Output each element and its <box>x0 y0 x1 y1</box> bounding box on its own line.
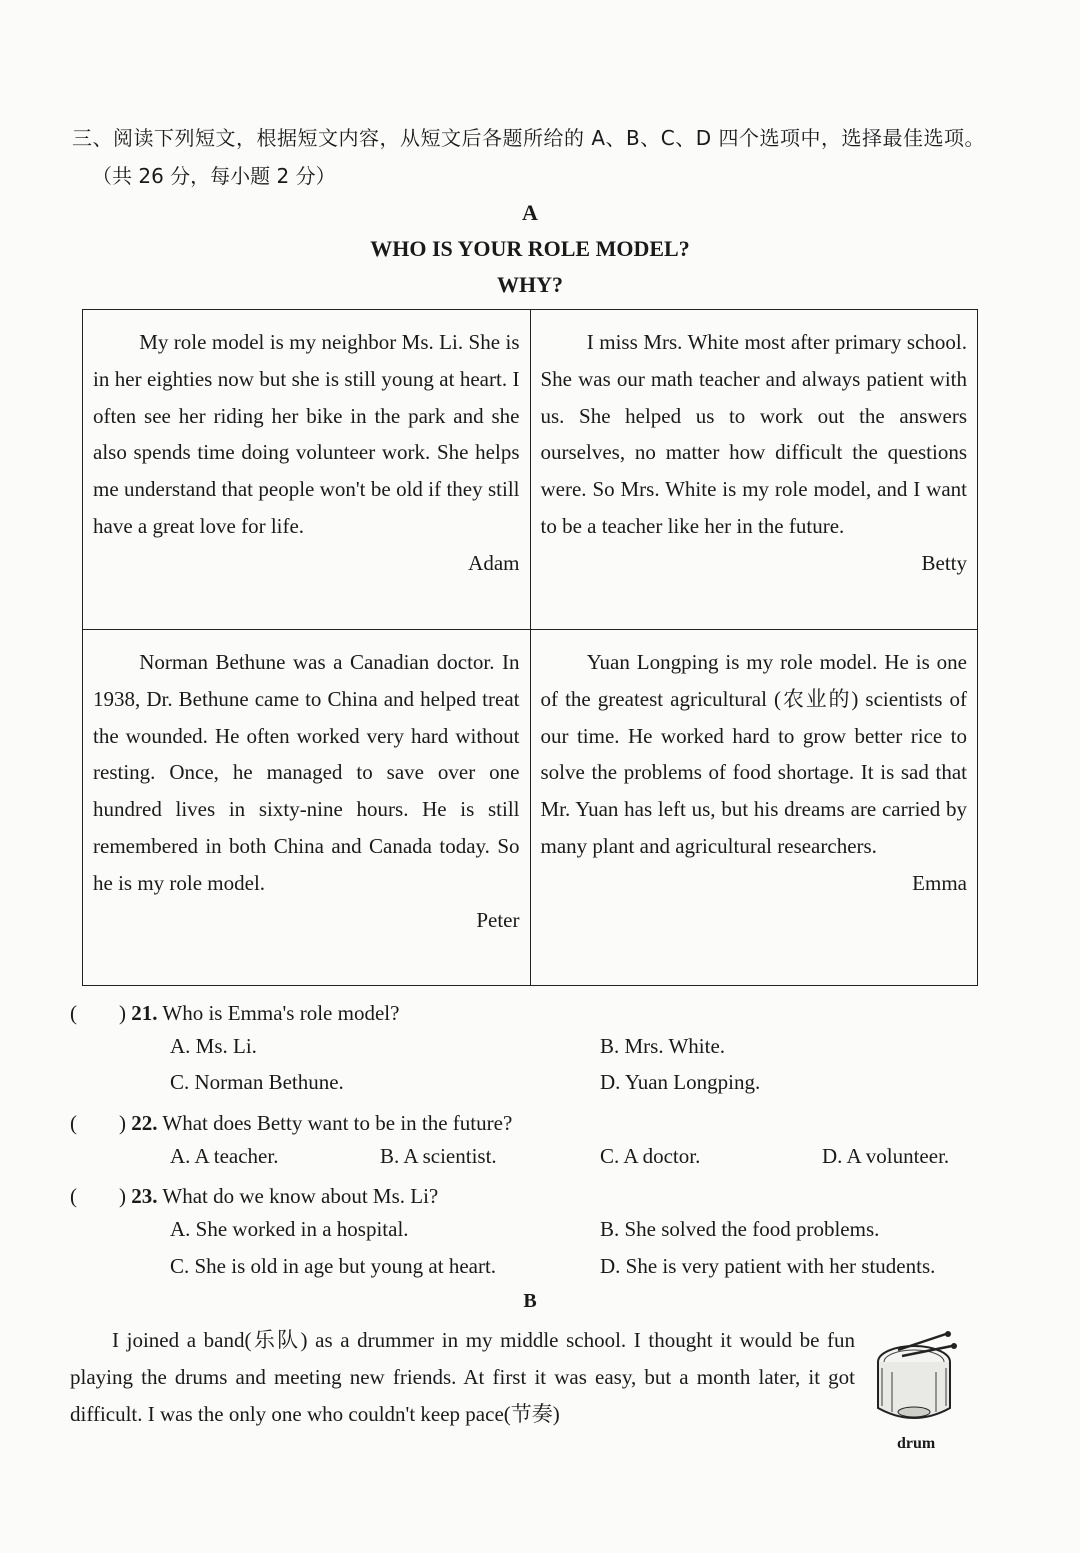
drum-icon <box>868 1328 960 1428</box>
question-text: Who is Emma's role model? <box>162 1001 400 1025</box>
role-cell-peter <box>83 630 531 986</box>
question-number: 23. <box>131 1184 158 1208</box>
passage-b-paragraph: I joined a band(乐队) as a drummer in my middle school. I thought it would be fun playing the drums and meeting new friends. At first it was easy, but a month later, it got difficult. I was the only one who couldn't keep pace(节奏) <box>70 1328 855 1426</box>
role-cell-emma <box>530 630 978 986</box>
option-21-c[interactable]: C. Norman Bethune. <box>170 1070 344 1094</box>
passage-a-title: WHO IS YOUR ROLE MODEL? <box>370 236 690 261</box>
passage-a-label: A <box>522 200 538 225</box>
role-cell-text: I miss Mrs. White most after primary school. She was our math teacher and always patient with us. She helped us to work out the answers ourselves, no matter how difficult the questions were. So Mrs. White is my role model, and I want to be a teacher like her in the future. <box>540 330 967 538</box>
option-21-b[interactable]: B. Mrs. White. <box>600 1034 726 1058</box>
option-21-a[interactable]: A. Ms. Li. <box>170 1034 257 1058</box>
question-text: What do we know about Ms. Li? <box>162 1184 439 1208</box>
role-cell-author: Peter <box>476 907 520 932</box>
role-cell-betty <box>530 310 978 630</box>
option-22-d[interactable]: D. A volunteer. <box>822 1144 950 1168</box>
role-cell-text: My role model is my neighbor Ms. Li. She is in her eighties now but she is still young at heart. I often see her riding her bike in the park and she also spends time doing volunteer work. She helps me understand that people won't be old if they still have a great love for life. <box>93 330 520 538</box>
passage-b-label: B <box>523 1290 537 1312</box>
question-text: What does Betty want to be in the future? <box>162 1111 513 1135</box>
passage-a-subtitle: WHY? <box>497 272 563 297</box>
role-cell-text: Yuan Longping is my role model. He is one of the greatest agricultural (农业的) scientists of our time. He worked hard to grow better rice to solve the problems of food shortage. It is sad that Mr. Yuan has left us, but his dreams are carried by many plant and agricultural researchers. <box>540 650 967 858</box>
question-number: 21. <box>131 1001 158 1025</box>
option-23-c[interactable]: C. She is old in age but young at heart. <box>170 1254 497 1278</box>
role-cell-author: Adam <box>468 550 520 575</box>
question-number: 22. <box>131 1111 158 1135</box>
role-cell-author: Emma <box>912 870 967 895</box>
section-instruction: 三、阅读下列短文，根据短文内容，从短文后各题所给的 A、B、C、D 四个选项中，选择最佳选项。 <box>72 126 985 150</box>
section-score-note: （共 26 分，每小题 2 分） <box>92 164 336 188</box>
answer-blank[interactable]: ( ) <box>70 1184 126 1208</box>
answer-blank[interactable]: ( ) <box>70 1111 126 1135</box>
question-23 <box>70 1180 438 1210</box>
question-21 <box>70 997 399 1027</box>
option-22-c[interactable]: C. A doctor. <box>600 1144 701 1168</box>
role-cell-author: Betty <box>921 550 967 575</box>
option-21-d[interactable]: D. Yuan Longping. <box>600 1070 761 1094</box>
drum-caption: drum <box>897 1435 936 1452</box>
option-22-b[interactable]: B. A scientist. <box>380 1144 497 1168</box>
option-23-b[interactable]: B. She solved the food problems. <box>600 1217 880 1241</box>
role-cell-adam <box>83 310 531 630</box>
option-23-d[interactable]: D. She is very patient with her students. <box>600 1254 936 1278</box>
passage-b-text <box>70 1322 855 1432</box>
role-cell-text: Norman Bethune was a Canadian doctor. In 1938, Dr. Bethune came to China and helped treat the wounded. He often worked very hard without resting. Once, he managed to save over one hundred lives in sixty-nine hours. He is still remembered in both China and Canada today. So he is my role model. <box>93 650 520 895</box>
option-23-a[interactable]: A. She worked in a hospital. <box>170 1217 409 1241</box>
question-22 <box>70 1107 512 1137</box>
option-22-a[interactable]: A. A teacher. <box>170 1144 279 1168</box>
role-model-table <box>82 309 978 986</box>
answer-blank[interactable]: ( ) <box>70 1001 126 1025</box>
